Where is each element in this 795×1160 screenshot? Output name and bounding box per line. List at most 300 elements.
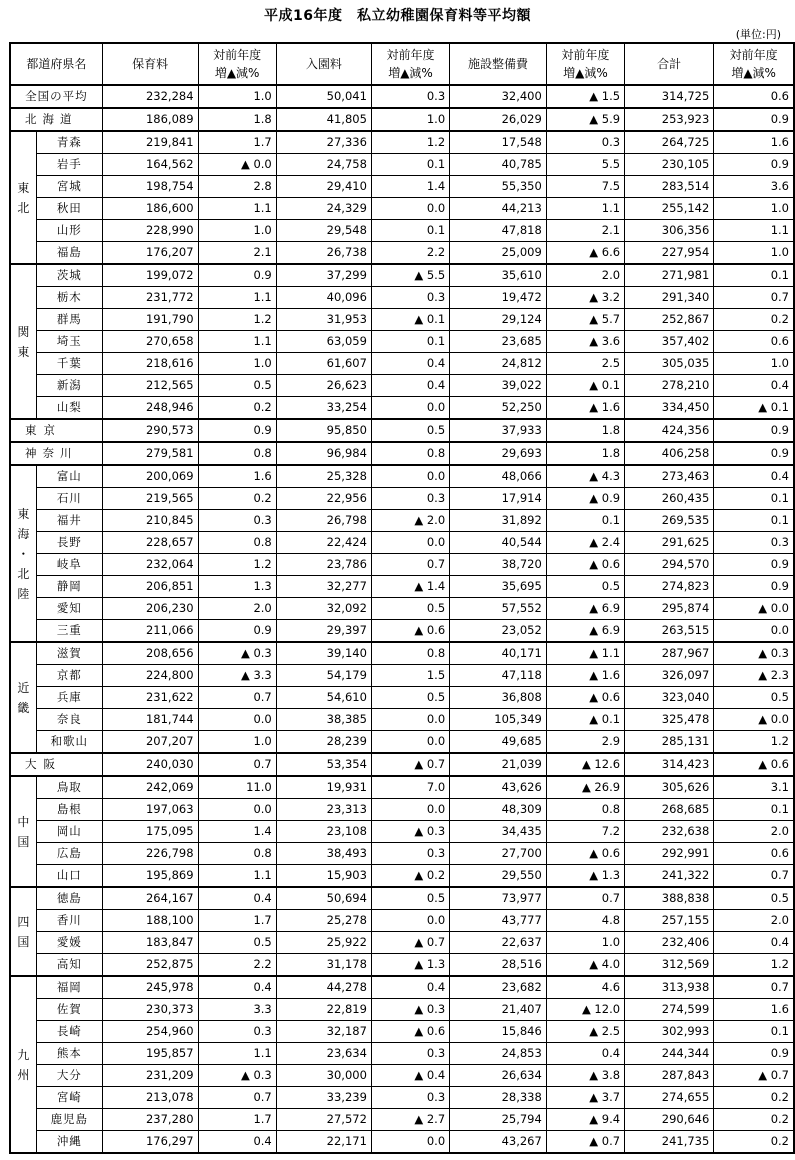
prefecture-name: 埼玉 (36, 331, 102, 353)
value-cell: 0.8 (198, 442, 276, 465)
value-cell: 7.2 (546, 821, 624, 843)
prefecture-name: 岡山 (36, 821, 102, 843)
value-cell: 0.5 (371, 419, 449, 442)
table-row (10, 910, 794, 932)
value-cell: ▲ 6.9 (546, 598, 624, 620)
prefecture-name: 千葉 (36, 353, 102, 375)
value-cell: 3.3 (198, 999, 276, 1021)
value-cell: ▲ 0.9 (546, 488, 624, 510)
value-cell: 0.1 (714, 510, 794, 532)
value-cell: 35,695 (450, 576, 547, 598)
value-cell: ▲ 26.9 (546, 776, 624, 799)
value-cell: 269,535 (625, 510, 714, 532)
value-cell: ▲ 4.0 (546, 954, 624, 977)
prefecture-name: 山口 (36, 865, 102, 888)
prefecture-name: 宮崎 (36, 1087, 102, 1109)
value-cell: 1.0 (714, 198, 794, 220)
value-cell: 29,550 (450, 865, 547, 888)
value-cell: 212,565 (102, 375, 198, 397)
table-row (10, 331, 794, 353)
value-cell: 207,207 (102, 731, 198, 754)
value-cell: 7.5 (546, 176, 624, 198)
value-cell: 0.5 (546, 576, 624, 598)
value-cell: 0.5 (198, 932, 276, 954)
value-cell: 1.1 (198, 1043, 276, 1065)
value-cell: 227,954 (625, 242, 714, 265)
value-cell: 29,397 (276, 620, 371, 643)
value-cell: 0.6 (714, 843, 794, 865)
header-admission: 入園料 (276, 43, 371, 85)
value-cell: ▲ 9.4 (546, 1109, 624, 1131)
value-cell: 0.2 (714, 1087, 794, 1109)
value-cell: 17,548 (450, 131, 547, 154)
value-cell: 0.0 (371, 1131, 449, 1154)
value-cell: 226,798 (102, 843, 198, 865)
value-cell: 23,682 (450, 976, 547, 999)
prefecture-name: 長野 (36, 532, 102, 554)
value-cell: 1.6 (198, 465, 276, 488)
value-cell: 7.0 (371, 776, 449, 799)
value-cell: 200,069 (102, 465, 198, 488)
prefecture-name: 鳥取 (36, 776, 102, 799)
value-cell: 39,140 (276, 642, 371, 665)
value-cell: 26,798 (276, 510, 371, 532)
table-row (10, 776, 794, 799)
value-cell: ▲ 1.3 (546, 865, 624, 888)
value-cell: 0.8 (198, 532, 276, 554)
prefecture-name: 岩手 (36, 154, 102, 176)
value-cell: 22,424 (276, 532, 371, 554)
prefecture-name: 奈良 (36, 709, 102, 731)
table-row (10, 821, 794, 843)
value-cell: ▲ 0.1 (546, 709, 624, 731)
value-cell: 237,280 (102, 1109, 198, 1131)
table-row (10, 532, 794, 554)
region-label: 東 北 (10, 131, 36, 264)
value-cell: ▲ 2.5 (546, 1021, 624, 1043)
value-cell: 1.0 (198, 353, 276, 375)
value-cell: 230,105 (625, 154, 714, 176)
prefecture-name: 三重 (36, 620, 102, 643)
value-cell: ▲ 0.7 (714, 1065, 794, 1087)
value-cell: 195,869 (102, 865, 198, 888)
value-cell: 95,850 (276, 419, 371, 442)
value-cell: 2.8 (198, 176, 276, 198)
value-cell: 73,977 (450, 887, 547, 910)
value-cell: 244,344 (625, 1043, 714, 1065)
prefecture-name: 石川 (36, 488, 102, 510)
value-cell: ▲ 0.3 (714, 642, 794, 665)
header-yoy-admission: 対前年度 増▲減% (371, 43, 449, 85)
value-cell: 15,903 (276, 865, 371, 888)
value-cell: 54,179 (276, 665, 371, 687)
value-cell: 30,000 (276, 1065, 371, 1087)
value-cell: 0.2 (714, 1131, 794, 1154)
prefecture-name: 富山 (36, 465, 102, 488)
value-cell: 28,338 (450, 1087, 547, 1109)
value-cell: 1.1 (198, 865, 276, 888)
value-cell: 0.7 (198, 1087, 276, 1109)
value-cell: 0.4 (198, 976, 276, 999)
value-cell: 1.7 (198, 910, 276, 932)
table-row (10, 1109, 794, 1131)
value-cell: 188,100 (102, 910, 198, 932)
value-cell: 63,059 (276, 331, 371, 353)
table-row (10, 799, 794, 821)
prefecture-name: 高知 (36, 954, 102, 977)
value-cell: ▲ 0.1 (546, 375, 624, 397)
value-cell: 15,846 (450, 1021, 547, 1043)
header-yoy-total: 対前年度 増▲減% (714, 43, 794, 85)
prefecture-name: 全国の平均 (10, 85, 102, 108)
value-cell: 0.9 (714, 419, 794, 442)
value-cell: 0.3 (371, 1087, 449, 1109)
table-row (10, 242, 794, 265)
value-cell: 52,250 (450, 397, 547, 420)
value-cell: 254,960 (102, 1021, 198, 1043)
value-cell: ▲ 0.6 (546, 554, 624, 576)
value-cell: ▲ 0.3 (198, 1065, 276, 1087)
value-cell: 4.8 (546, 910, 624, 932)
value-cell: 22,171 (276, 1131, 371, 1154)
value-cell: ▲ 12.6 (546, 753, 624, 776)
value-cell: ▲ 0.7 (371, 753, 449, 776)
value-cell: 37,933 (450, 419, 547, 442)
table-row (10, 753, 794, 776)
value-cell: 252,875 (102, 954, 198, 977)
value-cell: 388,838 (625, 887, 714, 910)
value-cell: 2.9 (546, 731, 624, 754)
table-row (10, 665, 794, 687)
value-cell: ▲ 1.3 (371, 954, 449, 977)
value-cell: 25,278 (276, 910, 371, 932)
value-cell: 2.2 (198, 954, 276, 977)
table-row (10, 287, 794, 309)
prefecture-name: 山形 (36, 220, 102, 242)
value-cell: 176,207 (102, 242, 198, 265)
value-cell: 1.1 (714, 220, 794, 242)
value-cell: ▲ 0.0 (714, 709, 794, 731)
table-row (10, 353, 794, 375)
value-cell: 191,790 (102, 309, 198, 331)
value-cell: 252,867 (625, 309, 714, 331)
value-cell: 241,735 (625, 1131, 714, 1154)
value-cell: 37,299 (276, 264, 371, 287)
value-cell: 0.5 (714, 687, 794, 709)
value-cell: ▲ 3.8 (546, 1065, 624, 1087)
header-prefecture: 都道府県名 (10, 43, 102, 85)
value-cell: 1.0 (198, 85, 276, 108)
value-cell: 32,187 (276, 1021, 371, 1043)
value-cell: 2.2 (371, 242, 449, 265)
value-cell: 31,953 (276, 309, 371, 331)
prefecture-name: 群馬 (36, 309, 102, 331)
value-cell: ▲ 0.3 (371, 999, 449, 1021)
value-cell: 0.0 (198, 709, 276, 731)
value-cell: ▲ 4.3 (546, 465, 624, 488)
value-cell: 273,463 (625, 465, 714, 488)
value-cell: 0.1 (714, 1021, 794, 1043)
value-cell: 294,570 (625, 554, 714, 576)
value-cell: 0.6 (714, 331, 794, 353)
value-cell: 257,155 (625, 910, 714, 932)
value-cell: 25,922 (276, 932, 371, 954)
value-cell: 0.0 (371, 532, 449, 554)
table-row (10, 154, 794, 176)
value-cell: ▲ 3.2 (546, 287, 624, 309)
value-cell: 0.0 (371, 198, 449, 220)
value-cell: 323,040 (625, 687, 714, 709)
value-cell: 0.0 (371, 465, 449, 488)
value-cell: 314,423 (625, 753, 714, 776)
value-cell: ▲ 0.4 (371, 1065, 449, 1087)
value-cell: 1.8 (546, 442, 624, 465)
value-cell: 0.2 (714, 309, 794, 331)
value-cell: 326,097 (625, 665, 714, 687)
prefecture-name: 茨城 (36, 264, 102, 287)
table-row (10, 642, 794, 665)
value-cell: 29,410 (276, 176, 371, 198)
value-cell: 0.2 (198, 397, 276, 420)
value-cell: 0.4 (198, 1131, 276, 1154)
table-row (10, 620, 794, 643)
value-cell: 231,622 (102, 687, 198, 709)
prefecture-name: 香川 (36, 910, 102, 932)
unit-label: (単位:円) (735, 28, 781, 41)
value-cell: 0.3 (198, 1021, 276, 1043)
value-cell: 312,569 (625, 954, 714, 977)
value-cell: ▲ 1.6 (546, 665, 624, 687)
value-cell: 291,340 (625, 287, 714, 309)
value-cell: 11.0 (198, 776, 276, 799)
value-cell: 219,565 (102, 488, 198, 510)
value-cell: 0.4 (371, 353, 449, 375)
value-cell: 0.0 (714, 620, 794, 643)
table-row (10, 131, 794, 154)
value-cell: ▲ 12.0 (546, 999, 624, 1021)
value-cell: 0.4 (371, 976, 449, 999)
value-cell: 1.5 (371, 665, 449, 687)
prefecture-name: 神奈川 (10, 442, 102, 465)
value-cell: 0.0 (371, 397, 449, 420)
value-cell: 1.4 (198, 821, 276, 843)
prefecture-name: 佐賀 (36, 999, 102, 1021)
value-cell: 0.7 (546, 887, 624, 910)
value-cell: 325,478 (625, 709, 714, 731)
value-cell: 0.2 (198, 488, 276, 510)
value-cell: 0.3 (714, 532, 794, 554)
value-cell: 24,329 (276, 198, 371, 220)
value-cell: 96,984 (276, 442, 371, 465)
value-cell: 0.1 (714, 264, 794, 287)
value-cell: 357,402 (625, 331, 714, 353)
table-row (10, 865, 794, 888)
value-cell: 26,029 (450, 108, 547, 131)
value-cell: 40,096 (276, 287, 371, 309)
value-cell: 50,694 (276, 887, 371, 910)
value-cell: 3.1 (714, 776, 794, 799)
value-cell: 1.2 (198, 554, 276, 576)
value-cell: 25,009 (450, 242, 547, 265)
value-cell: 48,066 (450, 465, 547, 488)
value-cell: 242,069 (102, 776, 198, 799)
page-title: 平成16年度 私立幼稚園保育料等平均額 (264, 8, 531, 24)
value-cell: 1.2 (714, 731, 794, 754)
table-row (10, 954, 794, 977)
prefecture-name: 沖縄 (36, 1131, 102, 1154)
value-cell: ▲ 0.6 (546, 687, 624, 709)
value-cell: 43,626 (450, 776, 547, 799)
value-cell: 1.6 (714, 131, 794, 154)
table-row (10, 843, 794, 865)
value-cell: 0.9 (198, 419, 276, 442)
value-cell: 32,400 (450, 85, 547, 108)
value-cell: ▲ 0.7 (546, 1131, 624, 1154)
value-cell: ▲ 6.9 (546, 620, 624, 643)
value-cell: 5.5 (546, 154, 624, 176)
value-cell: 211,066 (102, 620, 198, 643)
value-cell: 47,118 (450, 665, 547, 687)
value-cell: 274,823 (625, 576, 714, 598)
value-cell: 0.0 (371, 799, 449, 821)
value-cell: 38,385 (276, 709, 371, 731)
prefecture-name: 岐阜 (36, 554, 102, 576)
table-row (10, 709, 794, 731)
value-cell: 40,171 (450, 642, 547, 665)
value-cell: 49,685 (450, 731, 547, 754)
value-cell: 44,213 (450, 198, 547, 220)
value-cell: 0.3 (371, 1043, 449, 1065)
value-cell: 0.9 (714, 154, 794, 176)
value-cell: 40,785 (450, 154, 547, 176)
value-cell: 224,800 (102, 665, 198, 687)
value-cell: 0.9 (198, 620, 276, 643)
value-cell: 50,041 (276, 85, 371, 108)
value-cell: 35,610 (450, 264, 547, 287)
value-cell: 28,516 (450, 954, 547, 977)
value-cell: 33,239 (276, 1087, 371, 1109)
table-row (10, 1021, 794, 1043)
value-cell: 0.3 (371, 287, 449, 309)
value-cell: 29,693 (450, 442, 547, 465)
value-cell: ▲ 6.6 (546, 242, 624, 265)
value-cell: 283,514 (625, 176, 714, 198)
value-cell: 291,625 (625, 532, 714, 554)
value-cell: 0.7 (371, 554, 449, 576)
value-cell: 279,581 (102, 442, 198, 465)
table-row (10, 176, 794, 198)
value-cell: 0.7 (198, 687, 276, 709)
table-row (10, 731, 794, 754)
value-cell: 43,267 (450, 1131, 547, 1154)
value-cell: 44,278 (276, 976, 371, 999)
value-cell: 41,805 (276, 108, 371, 131)
value-cell: ▲ 0.1 (714, 397, 794, 420)
table-row (10, 397, 794, 420)
value-cell: 1.6 (714, 999, 794, 1021)
value-cell: 0.8 (371, 642, 449, 665)
region-label: 関 東 (10, 264, 36, 419)
region-label: 近 畿 (10, 642, 36, 753)
value-cell: 195,857 (102, 1043, 198, 1065)
value-cell: 17,914 (450, 488, 547, 510)
value-cell: 305,035 (625, 353, 714, 375)
header-yoy-facility: 対前年度 増▲減% (546, 43, 624, 85)
value-cell: 1.0 (371, 108, 449, 131)
table-row (10, 510, 794, 532)
value-cell: 55,350 (450, 176, 547, 198)
value-cell: ▲ 0.2 (371, 865, 449, 888)
value-cell: 2.1 (198, 242, 276, 265)
value-cell: 1.2 (714, 954, 794, 977)
value-cell: 290,573 (102, 419, 198, 442)
value-cell: ▲ 1.4 (371, 576, 449, 598)
value-cell: ▲ 2.7 (371, 1109, 449, 1131)
value-cell: 186,089 (102, 108, 198, 131)
value-cell: 48,309 (450, 799, 547, 821)
table-row (10, 198, 794, 220)
value-cell: 28,239 (276, 731, 371, 754)
value-cell: 26,634 (450, 1065, 547, 1087)
value-cell: 199,072 (102, 264, 198, 287)
value-cell: 25,794 (450, 1109, 547, 1131)
value-cell: 278,210 (625, 375, 714, 397)
value-cell: 54,610 (276, 687, 371, 709)
value-cell: 23,313 (276, 799, 371, 821)
value-cell: 260,435 (625, 488, 714, 510)
prefecture-name: 徳島 (36, 887, 102, 910)
region-label: 中 国 (10, 776, 36, 887)
value-cell: ▲ 2.0 (371, 510, 449, 532)
region-label: 四 国 (10, 887, 36, 976)
value-cell: 0.3 (546, 131, 624, 154)
value-cell: 181,744 (102, 709, 198, 731)
value-cell: 39,022 (450, 375, 547, 397)
value-cell: ▲ 1.5 (546, 85, 624, 108)
value-cell: 263,515 (625, 620, 714, 643)
value-cell: ▲ 5.5 (371, 264, 449, 287)
value-cell: ▲ 0.1 (371, 309, 449, 331)
value-cell: 292,991 (625, 843, 714, 865)
value-cell: 1.8 (198, 108, 276, 131)
value-cell: 0.3 (371, 85, 449, 108)
value-cell: 0.4 (714, 465, 794, 488)
value-cell: 0.7 (198, 753, 276, 776)
value-cell: 38,720 (450, 554, 547, 576)
value-cell: 0.6 (714, 85, 794, 108)
value-cell: 0.2 (714, 1109, 794, 1131)
value-cell: 1.1 (546, 198, 624, 220)
value-cell: 1.1 (198, 331, 276, 353)
value-cell: 232,406 (625, 932, 714, 954)
value-cell: 27,572 (276, 1109, 371, 1131)
value-cell: 23,108 (276, 821, 371, 843)
prefecture-name: 熊本 (36, 1043, 102, 1065)
prefecture-name: 大分 (36, 1065, 102, 1087)
value-cell: 0.0 (371, 709, 449, 731)
value-cell: 0.5 (714, 887, 794, 910)
table-row (10, 999, 794, 1021)
table-row (10, 932, 794, 954)
value-cell: 29,548 (276, 220, 371, 242)
value-cell: 334,450 (625, 397, 714, 420)
value-cell: 164,562 (102, 154, 198, 176)
prefecture-name: 和歌山 (36, 731, 102, 754)
value-cell: 57,552 (450, 598, 547, 620)
prefecture-name: 大阪 (10, 753, 102, 776)
value-cell: 210,845 (102, 510, 198, 532)
value-cell: ▲ 3.6 (546, 331, 624, 353)
